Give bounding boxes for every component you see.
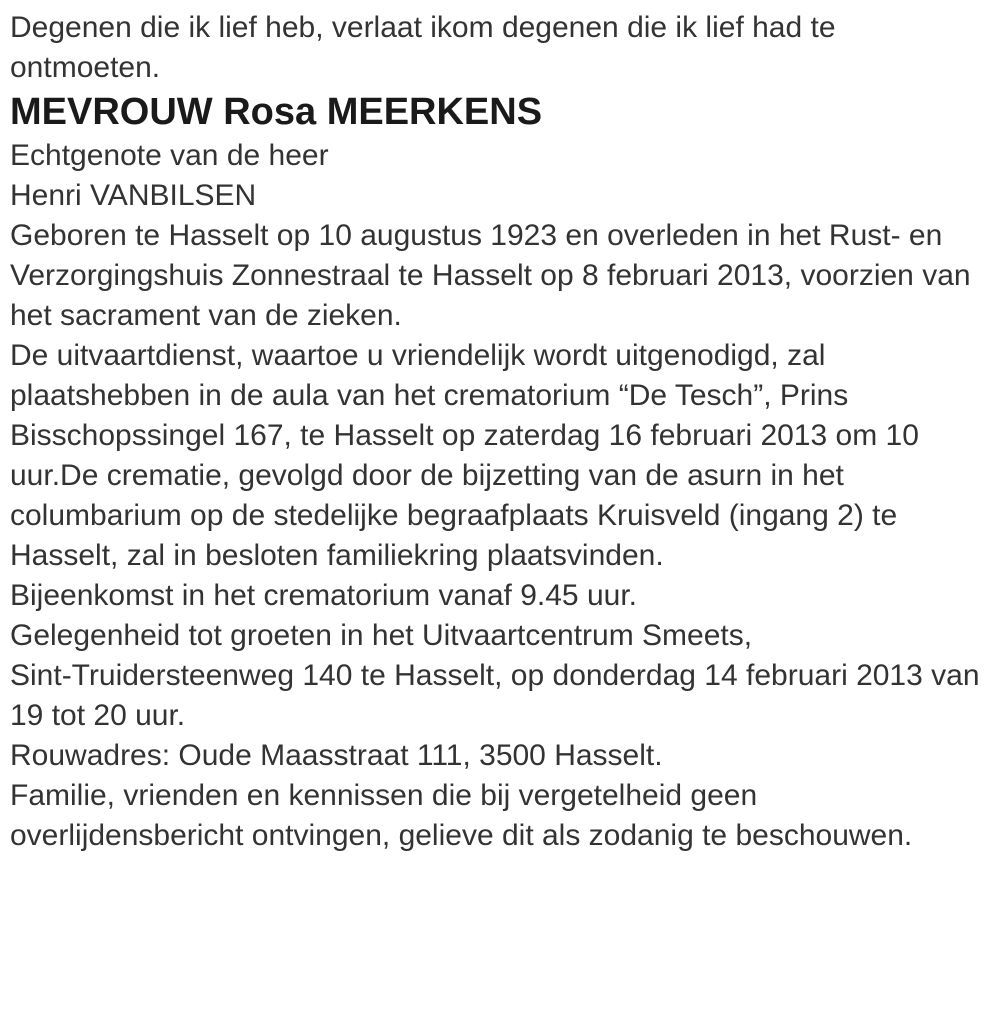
announcement-line: Hasselt, zal in besloten familiekring plaatsvinden.: [10, 539, 664, 572]
announcement-line: Bisschopssingel 167, te Hasselt op zaterdag 16 februari 2013 om 10: [10, 419, 919, 452]
epigraph-line: ontmoeten.: [10, 51, 161, 84]
spouse-name: Henri VANBILSEN: [10, 179, 257, 212]
announcement-line: het sacrament van de zieken.: [10, 299, 402, 332]
announcement-line: Verzorgingshuis Zonnestraal te Hasselt op 8 februari 2013, voorzien van: [10, 259, 971, 292]
announcement-line: Gelegenheid tot groeten in het Uitvaartcentrum Smeets,: [10, 619, 753, 652]
announcement-line: Geboren te Hasselt op 10 augustus 1923 en overleden in het Rust- en: [10, 219, 943, 252]
closing-line: Familie, vrienden en kennissen die bij vergetelheid geen: [10, 779, 758, 812]
epigraph-line: Degenen die ik lief heb, verlaat ikom degenen die ik lief had te: [10, 11, 836, 44]
closing-notice: [10, 776, 990, 856]
relation-to-deceased: [10, 136, 990, 216]
announcement-line: De uitvaartdienst, waartoe u vriendelijk wordt uitgenodigd, zal: [10, 339, 826, 372]
announcement-line: uur.De crematie, gevolgd door de bijzetting van de asurn in het: [10, 459, 844, 492]
relation-line: Echtgenote van de heer: [10, 139, 329, 172]
mourning-address: Rouwadres: Oude Maasstraat 111, 3500 Hasselt.: [10, 739, 663, 772]
deceased-name-heading: MEVROUW Rosa MEERKENS: [10, 91, 543, 133]
announcement-line: 19 tot 20 uur.: [10, 699, 186, 732]
announcement-line: Sint-Truidersteenweg 140 te Hasselt, op donderdag 14 februari 2013 van: [10, 659, 980, 692]
funeral-announcement: [10, 216, 990, 736]
epigraph: [10, 8, 990, 88]
announcement-line: plaatshebben in de aula van het crematorium “De Tesch”, Prins: [10, 379, 849, 412]
announcement-line: Bijeenkomst in het crematorium vanaf 9.45 uur.: [10, 579, 637, 612]
announcement-line: columbarium op de stedelijke begraafplaats Kruisveld (ingang 2) te: [10, 499, 898, 532]
closing-line: overlijdensbericht ontvingen, gelieve dit als zodanig te beschouwen.: [10, 819, 913, 852]
